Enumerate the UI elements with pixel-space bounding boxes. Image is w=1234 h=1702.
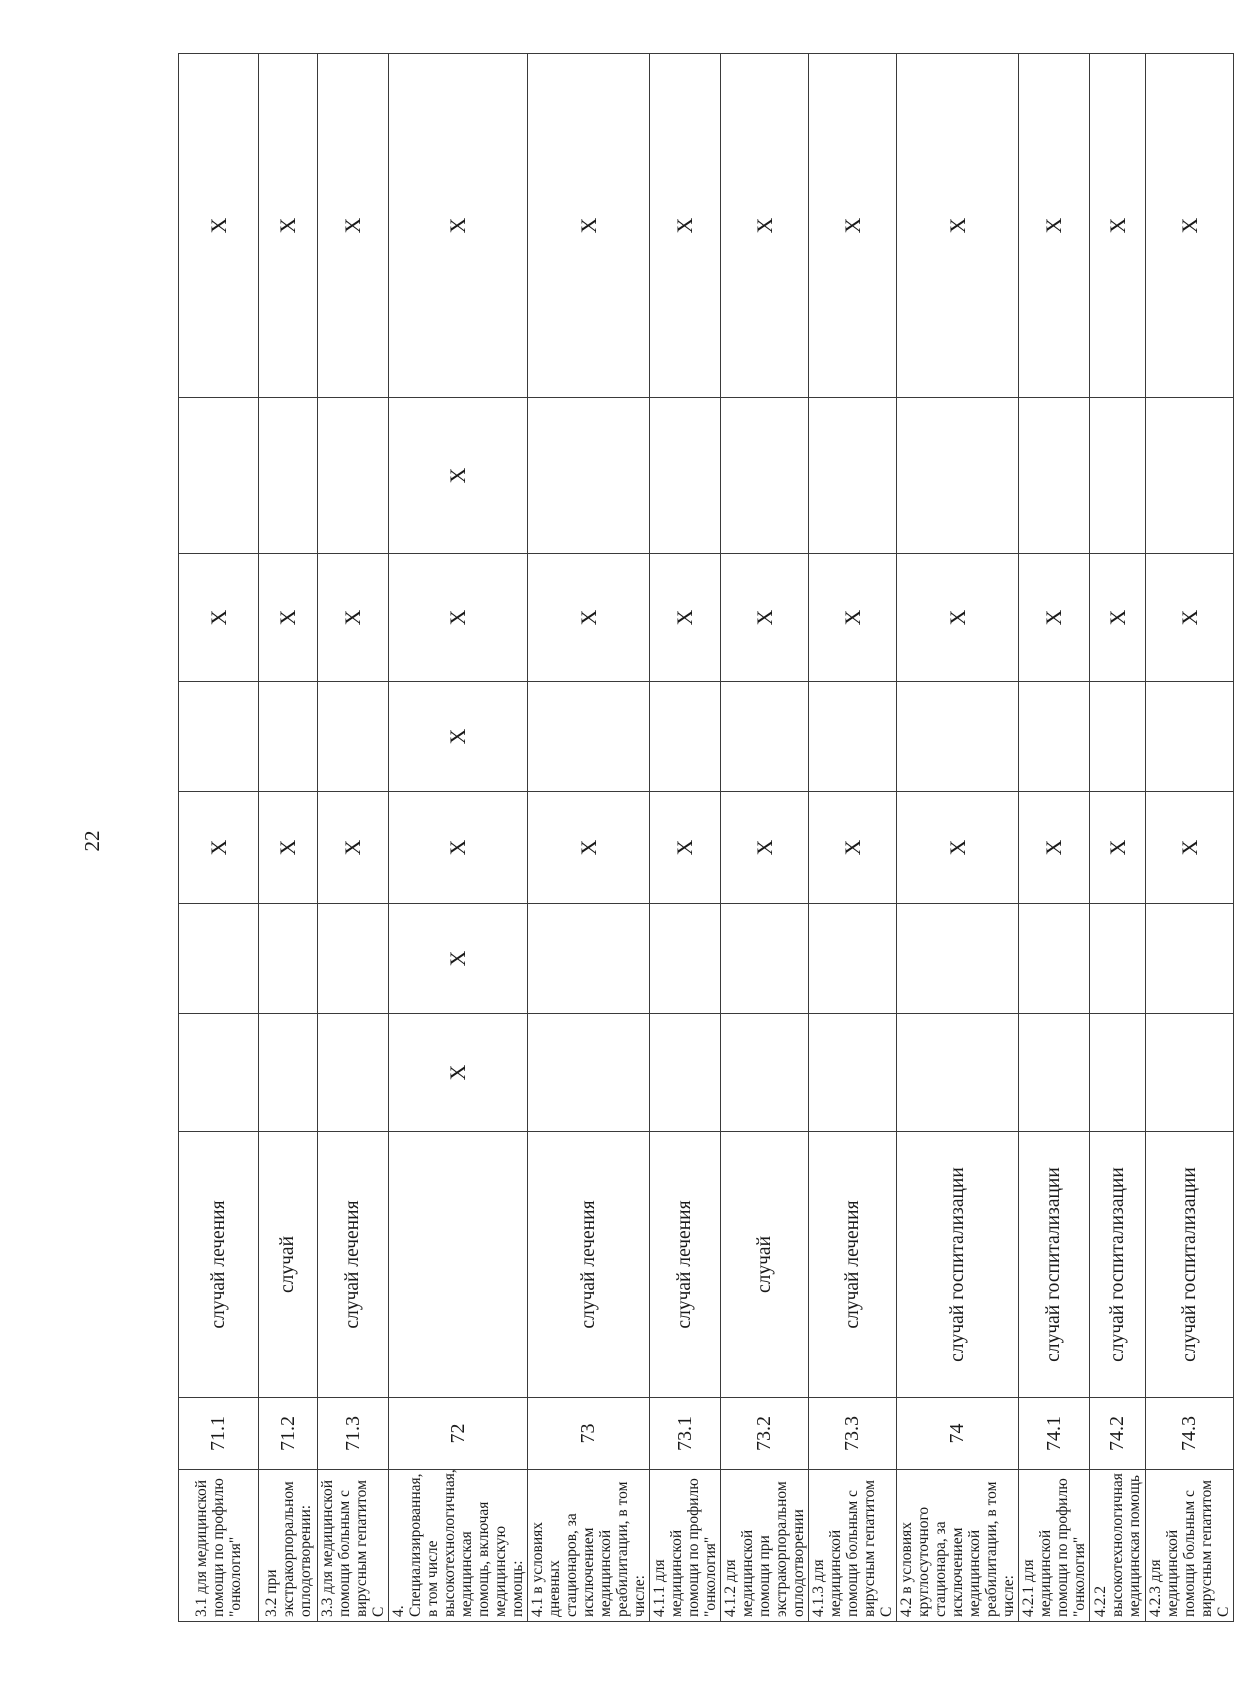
row-unit-cell: случай лечения xyxy=(318,1132,389,1398)
row-unit-cell: случай госпитализации xyxy=(1146,1132,1234,1398)
row-mark-cell: X xyxy=(389,682,528,792)
row-mark-cell: X xyxy=(721,554,809,682)
row-mark-cell: X xyxy=(318,792,389,904)
row-mark-cell: X xyxy=(1146,54,1234,398)
row-mark-cell: X xyxy=(650,554,721,682)
row-name-cell: 4.1.3 для медицинской помощи больным с вирусным гепатитом С xyxy=(809,1470,897,1622)
row-mark-cell xyxy=(721,398,809,554)
row-mark-cell xyxy=(1090,904,1146,1014)
row-mark-cell: X xyxy=(179,54,259,398)
row-mark-cell xyxy=(528,904,650,1014)
row-mark-cell: X xyxy=(1090,554,1146,682)
row-mark-cell: X xyxy=(179,792,259,904)
table-row xyxy=(318,54,389,1622)
row-mark-cell xyxy=(1019,398,1090,554)
table-row xyxy=(1019,54,1090,1622)
row-mark-cell: X xyxy=(318,554,389,682)
row-unit-cell: случай лечения xyxy=(650,1132,721,1398)
row-mark-cell: X xyxy=(179,554,259,682)
row-unit-cell: случай xyxy=(721,1132,809,1398)
row-mark-cell: X xyxy=(897,54,1019,398)
row-mark-cell: X xyxy=(897,554,1019,682)
row-mark-cell: X xyxy=(528,792,650,904)
row-mark-cell: X xyxy=(721,54,809,398)
row-mark-cell: X xyxy=(389,54,528,398)
row-unit-cell: случай госпитализации xyxy=(1090,1132,1146,1398)
row-mark-cell xyxy=(809,904,897,1014)
row-mark-cell xyxy=(809,398,897,554)
row-mark-cell xyxy=(179,398,259,554)
table-row xyxy=(389,54,528,1622)
row-mark-cell: X xyxy=(721,792,809,904)
row-mark-cell: X xyxy=(389,398,528,554)
table-row xyxy=(259,54,318,1622)
row-name-cell: 4. Специализированная, в том числе высокотехнологичная, медицинская помощь, включая медицинскую помощь: xyxy=(389,1470,528,1622)
table-row xyxy=(650,54,721,1622)
row-code-cell: 71.2 xyxy=(259,1398,318,1470)
row-mark-cell xyxy=(179,682,259,792)
row-name-cell: 4.1.1 для медицинской помощи по профилю "онкология" xyxy=(650,1470,721,1622)
row-code-cell: 73.1 xyxy=(650,1398,721,1470)
row-unit-cell: случай лечения xyxy=(528,1132,650,1398)
row-mark-cell xyxy=(1019,904,1090,1014)
table-row xyxy=(1090,54,1146,1622)
row-code-cell: 74.3 xyxy=(1146,1398,1234,1470)
row-name-cell: 4.2.3 для медицинской помощи больным с вирусным гепатитом С xyxy=(1146,1470,1234,1622)
row-mark-cell xyxy=(1019,1014,1090,1132)
row-mark-cell xyxy=(721,904,809,1014)
table-row xyxy=(809,54,897,1622)
row-mark-cell: X xyxy=(259,54,318,398)
row-name-cell: 4.2.1 для медицинской помощи по профилю "онкология" xyxy=(1019,1470,1090,1622)
row-mark-cell xyxy=(650,398,721,554)
row-mark-cell xyxy=(179,1014,259,1132)
row-mark-cell xyxy=(650,682,721,792)
row-name-cell: 4.1.2 для медицинской помощи при экстракорпоральном оплодотворении xyxy=(721,1470,809,1622)
row-mark-cell: X xyxy=(1090,792,1146,904)
row-mark-cell: X xyxy=(318,54,389,398)
row-code-cell: 73 xyxy=(528,1398,650,1470)
row-mark-cell xyxy=(1146,904,1234,1014)
row-name-cell: 3.3 для медицинской помощи больным с вирусным гепатитом С xyxy=(318,1470,389,1622)
table-body xyxy=(179,54,1234,1622)
row-mark-cell: X xyxy=(809,554,897,682)
row-mark-cell: X xyxy=(1146,792,1234,904)
row-unit-cell: случай xyxy=(259,1132,318,1398)
row-code-cell: 74.1 xyxy=(1019,1398,1090,1470)
row-code-cell: 74 xyxy=(897,1398,1019,1470)
row-mark-cell xyxy=(650,1014,721,1132)
row-mark-cell: X xyxy=(528,54,650,398)
row-code-cell: 74.2 xyxy=(1090,1398,1146,1470)
row-mark-cell xyxy=(1090,398,1146,554)
row-mark-cell xyxy=(259,1014,318,1132)
row-mark-cell xyxy=(259,904,318,1014)
row-name-cell: 4.1 в условиях дневных стационаров, за исключением медицинской реабилитации, в том числе: xyxy=(528,1470,650,1622)
row-mark-cell: X xyxy=(528,554,650,682)
row-mark-cell: X xyxy=(897,792,1019,904)
row-mark-cell: X xyxy=(259,554,318,682)
row-mark-cell: X xyxy=(1019,54,1090,398)
table-row xyxy=(897,54,1019,1622)
row-mark-cell: X xyxy=(389,904,528,1014)
row-mark-cell xyxy=(721,1014,809,1132)
row-mark-cell xyxy=(318,682,389,792)
row-mark-cell xyxy=(318,1014,389,1132)
row-mark-cell: X xyxy=(389,554,528,682)
row-mark-cell xyxy=(259,682,318,792)
row-mark-cell xyxy=(897,1014,1019,1132)
row-mark-cell xyxy=(179,904,259,1014)
row-mark-cell xyxy=(318,904,389,1014)
row-mark-cell xyxy=(1090,682,1146,792)
page-number: 22 xyxy=(80,830,104,852)
row-name-cell: 3.2 при экстракорпоральном оплодотворении: xyxy=(259,1470,318,1622)
row-mark-cell xyxy=(809,1014,897,1132)
row-mark-cell xyxy=(528,682,650,792)
row-mark-cell: X xyxy=(650,54,721,398)
table-row xyxy=(179,54,259,1622)
row-name-cell: 4.2 в условиях круглосуточного стационара, за исключением медицинской реабилитации, в том числе: xyxy=(897,1470,1019,1622)
row-name-cell: 3.1 для медицинской помощи по профилю "онкология" xyxy=(179,1470,259,1622)
row-mark-cell: X xyxy=(1019,792,1090,904)
row-mark-cell xyxy=(897,398,1019,554)
row-unit-cell: случай госпитализации xyxy=(897,1132,1019,1398)
row-mark-cell xyxy=(1019,682,1090,792)
row-mark-cell: X xyxy=(389,792,528,904)
row-code-cell: 71.1 xyxy=(179,1398,259,1470)
row-mark-cell: X xyxy=(389,1014,528,1132)
row-code-cell: 71.3 xyxy=(318,1398,389,1470)
row-mark-cell xyxy=(259,398,318,554)
row-mark-cell xyxy=(897,904,1019,1014)
row-code-cell: 73.2 xyxy=(721,1398,809,1470)
financing-table xyxy=(178,53,1234,1622)
row-mark-cell xyxy=(721,682,809,792)
row-mark-cell xyxy=(1090,1014,1146,1132)
row-mark-cell: X xyxy=(1090,54,1146,398)
row-unit-cell xyxy=(389,1132,528,1398)
table-row xyxy=(721,54,809,1622)
row-code-cell: 72 xyxy=(389,1398,528,1470)
row-mark-cell xyxy=(1146,1014,1234,1132)
row-mark-cell: X xyxy=(259,792,318,904)
row-mark-cell: X xyxy=(650,792,721,904)
row-mark-cell: X xyxy=(809,792,897,904)
row-mark-cell: X xyxy=(1146,554,1234,682)
row-mark-cell xyxy=(1146,682,1234,792)
row-name-cell: 4.2.2 высокотехнологичная медицинская помощь xyxy=(1090,1470,1146,1622)
rotated-table-container xyxy=(178,54,1232,1622)
row-unit-cell: случай лечения xyxy=(809,1132,897,1398)
row-mark-cell xyxy=(809,682,897,792)
row-mark-cell xyxy=(897,682,1019,792)
row-mark-cell xyxy=(650,904,721,1014)
row-mark-cell: X xyxy=(1019,554,1090,682)
row-mark-cell xyxy=(528,1014,650,1132)
row-unit-cell: случай лечения xyxy=(179,1132,259,1398)
row-code-cell: 73.3 xyxy=(809,1398,897,1470)
table-row xyxy=(1146,54,1234,1622)
table-row xyxy=(528,54,650,1622)
row-mark-cell xyxy=(528,398,650,554)
row-mark-cell xyxy=(318,398,389,554)
row-mark-cell xyxy=(1146,398,1234,554)
row-unit-cell: случай госпитализации xyxy=(1019,1132,1090,1398)
row-mark-cell: X xyxy=(809,54,897,398)
